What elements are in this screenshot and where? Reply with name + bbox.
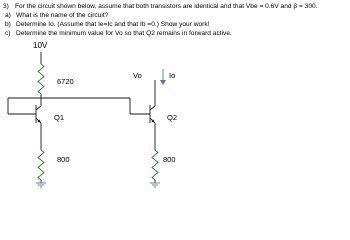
part-b-letter: b) xyxy=(5,21,11,28)
problem-number: 3) xyxy=(3,3,9,10)
r-e1-resistor xyxy=(38,150,44,180)
io-arrow-icon xyxy=(160,69,166,85)
r-e2-label: 800 xyxy=(163,155,176,164)
part-c-letter: c) xyxy=(5,30,11,37)
part-c-text: Determine the minimum value for Vo so that Q2 remains in forward active. xyxy=(16,30,232,37)
q1-label: Q1 xyxy=(54,113,65,122)
r-e2-resistor xyxy=(152,150,158,180)
q2-label: Q2 xyxy=(167,113,178,122)
r-top-label: 6720 xyxy=(57,77,74,86)
ground-1-icon xyxy=(36,183,46,187)
io-label: Io xyxy=(169,71,176,80)
r-e1-label: 800 xyxy=(57,155,70,164)
supply-voltage-label: 10V xyxy=(33,41,48,50)
r-top-resistor xyxy=(38,64,44,94)
q1-wiring xyxy=(8,52,150,183)
vo-label: Vo xyxy=(133,71,142,80)
part-a-letter: a) xyxy=(5,12,11,19)
ground-2-icon xyxy=(150,183,160,187)
part-a-text: What is the name of the circuit? xyxy=(16,12,109,19)
problem-intro: For the circuit shown below, assume that both transistors are identical and that Vbe = 0.6V and β = 300. xyxy=(15,3,318,10)
part-b-text: Determine Io. (Assume that Ie=Ic and that Ib =0.) Show your work! xyxy=(16,21,210,28)
